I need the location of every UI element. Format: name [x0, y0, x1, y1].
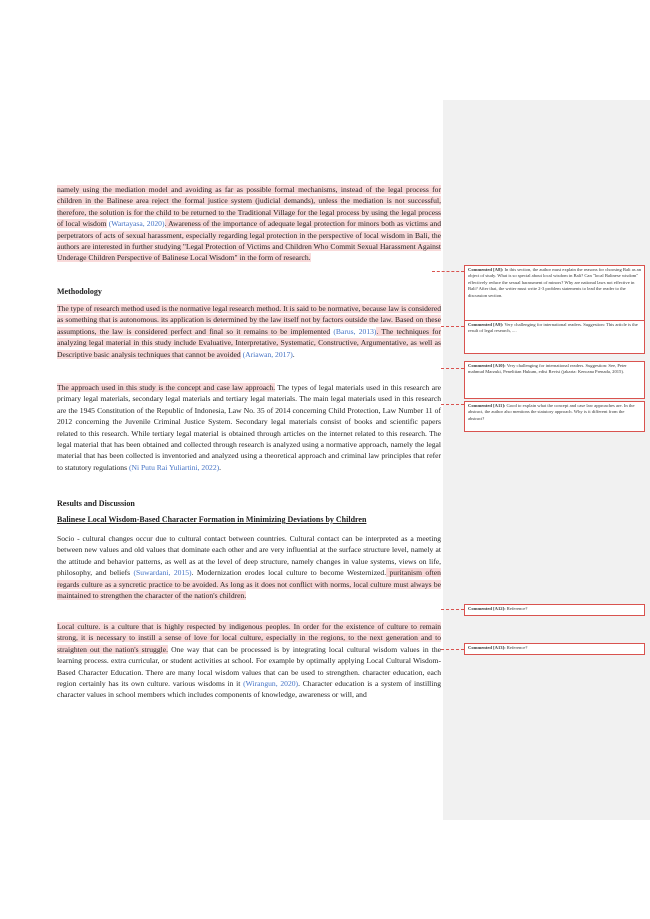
comment-connector: [441, 404, 464, 405]
methodology-paragraph-2: [57, 382, 441, 473]
citation-yuliartini[interactable]: (Ni Putu Rai Yuliartini, 2022): [128, 462, 220, 472]
comments-margin-pane: [443, 100, 650, 820]
intro-tail: . Awareness of the importance of adequate legal protection for minors both as victims and perpetrators of acts of sexual harassment, especially regarding legal protection in the perspective of local wisdom in Bali, the authors are interested in further studying "Legal Protection of Victims and Children Who Commit Sexual Harassment Against Underage Children Perspective of Balinese Local Wisdom" in the form of research.: [57, 219, 442, 263]
methodology-p2-end: .: [219, 462, 222, 472]
comment-balloon-a11[interactable]: [464, 401, 645, 432]
results-p2-end: . Character education is a system of instilling character values in school members which includes components of knowledge, awareness or will, and: [57, 679, 441, 700]
results-subheading: Balinese Local Wisdom-Based Character Formation in Minimizing Deviations by Children: [57, 515, 367, 524]
results-paragraph-2: [57, 621, 441, 701]
comment-text: Reference?: [506, 645, 528, 650]
comment-text: Good to explain what the concept and case law approaches are. In the abstract, the author also mentions the statutory approach. Why is it different from the abstract?: [468, 403, 635, 421]
intro-paragraph: [57, 184, 441, 264]
comment-label: Commented [A12]:: [468, 606, 506, 611]
results-p2-text: One way that can be processed is by integrating local cultural wisdom values in the learning process. extra curricular, or student activities at school. For example by optimally applying Local Cultural Wisdom-Based Character Education. There are many local wisdom values that can be used to strengthen. character education, each region certainly has its own culture. various wisdoms in it: [57, 644, 441, 689]
intro-text: namely using the mediation model and avoiding as far as possible formal mechanisms, instead of the legal process for children in the Balinese area reject the formal justice system (judicial demands), unless the mediation is not successful, therefore, the solution is for the child to be returned to the Traditional Village for the legal process by using the legal process of local wisdom: [57, 185, 441, 229]
methodology-p1-text: The type of research method used is the normative legal research method. It is said to be normative, because law is considered as something that is autonomous. its application is determined by the law itself not by factors outside the law. Based on these assumptions, the law is considered perfect and final so it remains to be implemented: [57, 304, 441, 336]
comment-label: Commented [A9]:: [468, 322, 504, 327]
comment-balloon-a10[interactable]: [464, 361, 645, 399]
comment-text: Reference?: [506, 606, 528, 611]
comment-balloon-a8[interactable]: [464, 265, 645, 321]
comment-label: Commented [A8]:: [468, 267, 504, 272]
results-p1-text-2: . Modernization erodes local culture to become Westernized.: [191, 568, 387, 578]
comment-connector: [432, 271, 464, 272]
methodology-p1-text-2: . The techniques for analyzing legal material in this study include Evaluative, Interpretative, Systematic, Constructive, Argumentative, as well as Descriptive basic analysis techniques that cannot be avoided: [57, 326, 441, 359]
methodology-p2-highlight: The approach used in this study is the concept and case law approach.: [57, 383, 276, 392]
comment-text: In this section, the author must explain the reasons for choosing Bali as an object of study. What is so special about local wisdom in Bali? Can "local Balinese wisdom" effectively reduce the sexual harassment of minors? Why are national laws not effective in Bali? After that, the writer must write 2-3 problem statements to lead the reader to the discussion section.: [468, 267, 642, 298]
results-paragraph-1: [57, 533, 441, 601]
comment-balloon-a12[interactable]: [464, 604, 645, 616]
comment-label: Commented [A13]:: [468, 645, 506, 650]
citation-wartayasa[interactable]: (Wartayasa, 2020): [108, 219, 165, 229]
comment-text: Very challenging for international readers. Suggestion: This article is the result of legal research, ....: [468, 322, 638, 334]
comment-text: Very challenging for international readers. Suggestion: See, Peter mahmud Marzuki, Penelitian Hukum, edisi Revisi (jakarta: Kencana Prenada, 2015).: [468, 363, 627, 375]
citation-ariawan[interactable]: (Ariawan, 2017): [242, 349, 293, 359]
methodology-p2-text: The types of legal materials used in this research are primary legal materials, secondary legal materials and tertiary legal materials. The main legal materials used in this research are the 1945 Constitution of the Republic of Indonesia, Law No. 35 of 2014 concerning Child Protection, Law Number 11 of 2012 concerning the Juvenile Criminal Justice System. Secondary legal materials consist of books and scientific papers related to this research. While tertiary legal material is obtained through articles on the internet related to this research. The legal material that has been obtained and collected through research is analyzed using a normative approach, namely the legal material that has been collected is inventoried and analyzed using a theoretical approach and criminal law principles that refer to statutory regulations: [57, 383, 442, 472]
methodology-heading: Methodology: [57, 287, 102, 296]
methodology-p1-end: .: [292, 349, 295, 359]
comment-connector: [441, 368, 464, 369]
results-p1-text: Socio - cultural changes occur due to cultural contact between countries. Cultural contact can be interpreted as a meeting between new values and old values that dominate each other and are very influential at the surface structure level, namely at the attitude and behavior patterns, as well as at the level of deep structure, namely changes in value systems, views on life, philosophy, and beliefs: [57, 534, 441, 578]
results-p2-highlight: Local culture. is a culture that is highly respected by indigenous peoples. In order for the existence of culture to remain strong, it is necessary to instill a sense of love for local culture, especially in the regions, to the next generation and to straighten out the nation's struggle.: [57, 622, 441, 654]
results-heading: Results and Discussion: [57, 499, 135, 508]
comment-connector: [441, 326, 464, 327]
citation-suwardani[interactable]: (Suwardani, 2015): [133, 568, 192, 578]
comment-balloon-a9[interactable]: [464, 320, 645, 354]
comment-label: Commented [A10]:: [468, 363, 506, 368]
methodology-paragraph-1: [57, 303, 441, 360]
comment-connector: [441, 609, 464, 610]
comment-label: Commented [A11]:: [468, 403, 506, 408]
comment-connector: [441, 649, 464, 650]
citation-barus[interactable]: (Barus, 2013): [333, 326, 377, 336]
citation-wirangun[interactable]: (Wirangun, 2020): [243, 679, 299, 689]
comment-balloon-a13[interactable]: [464, 643, 645, 655]
results-p1-highlight: puritanism often regards culture as a syncretic practice to be avoided. As long as it does not conflict with norms, local culture must always be maintained to strengthen the character of the nation's children.: [57, 568, 441, 601]
